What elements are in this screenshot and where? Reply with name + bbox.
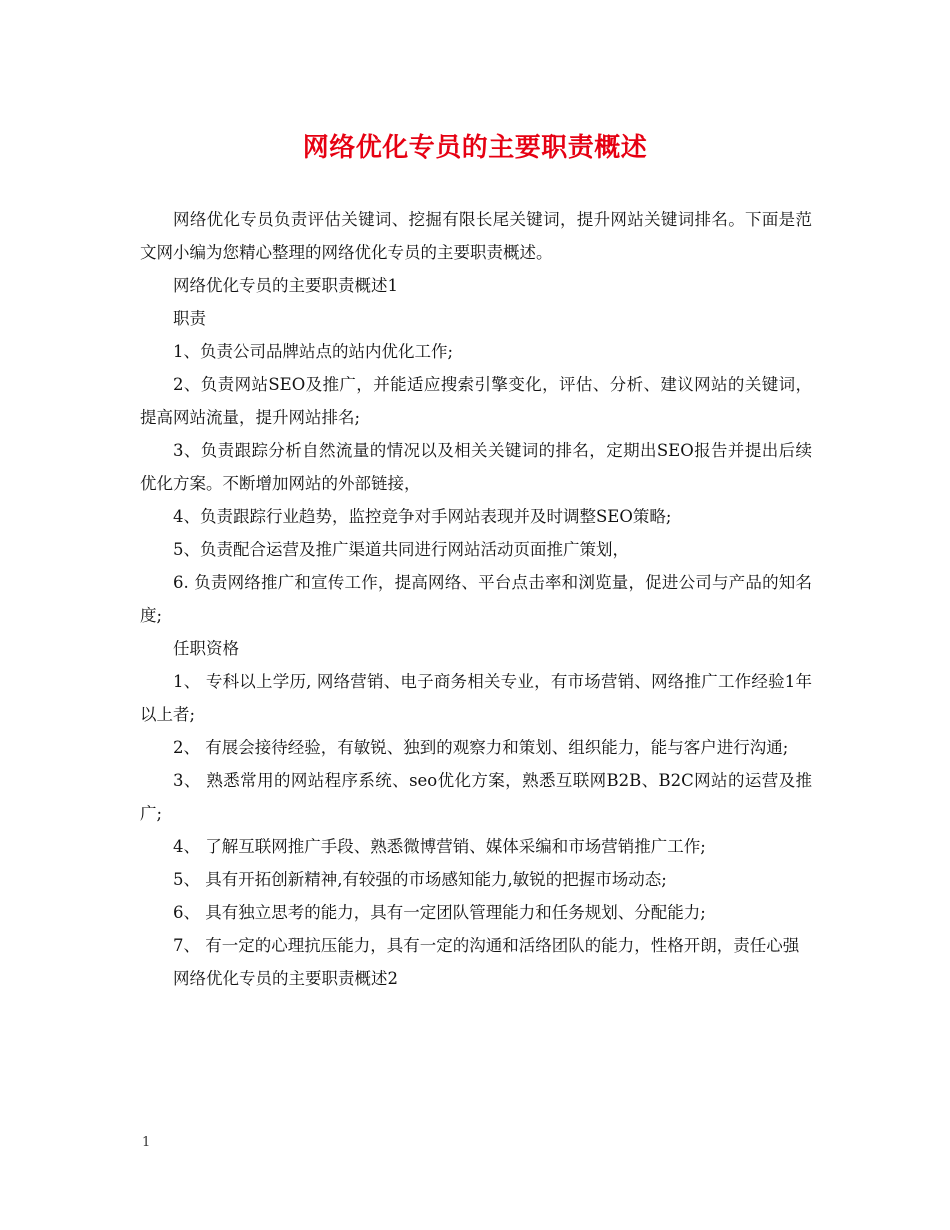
qualification-item-7: 7、 有一定的心理抗压能力，具有一定的沟通和活络团队的能力，性格开朗，责任心强: [173, 936, 800, 955]
responsibility-item-2: 2、负责网站SEO及推广，并能适应搜索引擎变化，评估、分析、建议网站的关键词，提高网站流量，提升网站排名;: [140, 375, 812, 427]
page-number: 1: [142, 1135, 151, 1150]
intro-paragraph: 网络优化专员负责评估关键词、挖掘有限长尾关键词，提升网站关键词排名。下面是范文网小编为您精心整理的网络优化专员的主要职责概述。: [140, 210, 812, 262]
section-heading-1: 网络优化专员的主要职责概述1: [173, 276, 398, 295]
qualifications-heading: 任职资格: [173, 639, 239, 658]
qualification-item-5: 5、 具有开拓创新精神,有较强的市场感知能力,敏锐的把握市场动态;: [173, 870, 667, 889]
responsibility-item-1: 1、负责公司品牌站点的站内优化工作;: [173, 342, 454, 361]
qualification-item-6: 6、 具有独立思考的能力，具有一定团队管理能力和任务规划、分配能力;: [173, 903, 706, 922]
document-title: 网络优化专员的主要职责概述: [302, 133, 648, 163]
responsibility-item-6: 6. 负责网络推广和宣传工作，提高网络、平台点击率和浏览量，促进公司与产品的知名度;: [140, 573, 812, 625]
document-body: [140, 203, 812, 995]
responsibilities-heading: 职责: [173, 309, 206, 328]
qualification-item-2: 2、 有展会接待经验，有敏锐、独到的观察力和策划、组织能力，能与客户进行沟通;: [173, 738, 789, 757]
qualification-item-4: 4、 了解互联网推广手段、熟悉微博营销、媒体采编和市场营销推广工作;: [173, 837, 706, 856]
qualification-item-3: 3、 熟悉常用的网站程序系统、seo优化方案，熟悉互联网B2B、B2C网站的运营及推广;: [140, 771, 812, 823]
qualification-item-1: 1、 专科以上学历, 网络营销、电子商务相关专业，有市场营销、网络推广工作经验1年以上者;: [140, 672, 812, 724]
responsibility-item-5: 5、负责配合运营及推广渠道共同进行网站活动页面推广策划，: [173, 540, 629, 559]
section-heading-2: 网络优化专员的主要职责概述2: [173, 969, 398, 988]
responsibility-item-3: 3、负责跟踪分析自然流量的情况以及相关关键词的排名，定期出SEO报告并提出后续优化方案。不断增加网站的外部链接，: [140, 441, 812, 493]
responsibility-item-4: 4、负责跟踪行业趋势，监控竞争对手网站表现并及时调整SEO策略;: [173, 507, 672, 526]
